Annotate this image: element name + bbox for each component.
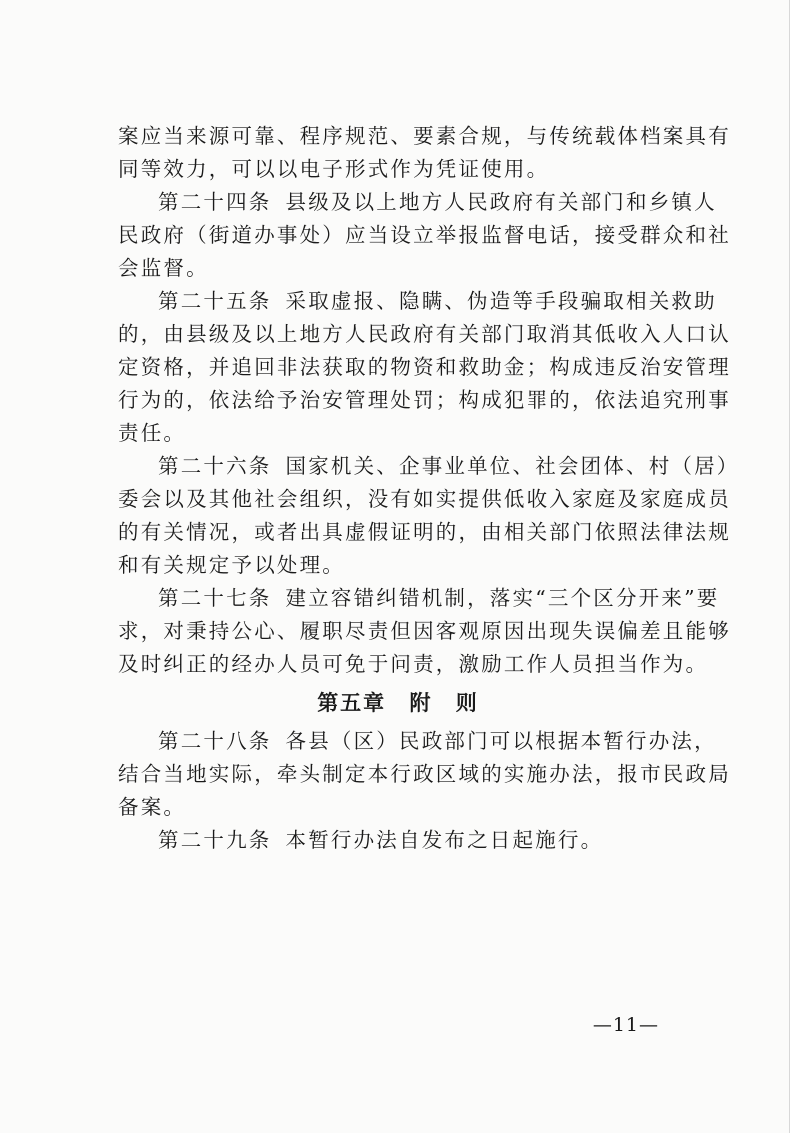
- article-26: 第二十六条 国家机关、企事业单位、社会团体、村（居）: [118, 450, 678, 483]
- page-number: —11—: [592, 1014, 659, 1036]
- article-heading: 第二十五条: [158, 289, 272, 313]
- text-line: 结合当地实际，牵头制定本行政区域的实施办法，报市民政局: [118, 762, 731, 786]
- article-heading: 第二十四条: [158, 190, 272, 214]
- text-line: 责任。: [118, 421, 187, 445]
- text-line: 会监督。: [118, 256, 209, 280]
- article-25: 第二十五条 采取虚报、隐瞒、伪造等手段骗取相关救助: [118, 285, 678, 318]
- document-body: [118, 120, 740, 857]
- text-line: 备案。: [118, 795, 187, 819]
- article-heading: 第二十八条: [158, 729, 272, 753]
- text-line: 的，由县级及以上地方人民政府有关部门取消其低收入人口认: [118, 322, 731, 346]
- text-line: 的有关情况，或者出具虚假证明的，由相关部门依照法律法规: [118, 520, 731, 544]
- text-line: 同等效力，可以以电子形式作为凭证使用。: [118, 157, 550, 181]
- article-29: 第二十九条 本暂行办法自发布之日起施行。: [118, 824, 678, 857]
- text-line: 民政府（街道办事处）应当设立举报监督电话，接受群众和社: [118, 223, 731, 247]
- article-heading: 第二十七条: [158, 586, 272, 610]
- article-27: 第二十七条 建立容错纠错机制，落实“三个区分开来”要: [118, 582, 678, 615]
- text-line: 委会以及其他社会组织，没有如实提供低收入家庭及家庭成员: [118, 487, 731, 511]
- article-heading: 第二十九条: [158, 828, 272, 852]
- text-line: 定资格，并追回非法获取的物资和救助金；构成违反治安管理: [118, 355, 731, 379]
- text-line: 和有关规定予以处理。: [118, 553, 345, 577]
- article-24: 第二十四条 县级及以上地方人民政府有关部门和乡镇人: [118, 186, 678, 219]
- article-28: 第二十八条 各县（区）民政部门可以根据本暂行办法，: [118, 725, 678, 758]
- text-line: 案应当来源可靠、程序规范、要素合规，与传统载体档案具有: [118, 124, 731, 148]
- chapter-title: 第五章 附 则: [317, 691, 479, 715]
- text-line: 行为的，依法给予治安管理处罚；构成犯罪的，依法追究刑事: [118, 388, 731, 412]
- text-line: 求，对秉持公心、履职尽责但因客观原因出现失误偏差且能够: [118, 619, 731, 643]
- text-line: 及时纠正的经办人员可免于问责，激励工作人员担当作为。: [118, 652, 709, 676]
- article-heading: 第二十六条: [158, 454, 272, 478]
